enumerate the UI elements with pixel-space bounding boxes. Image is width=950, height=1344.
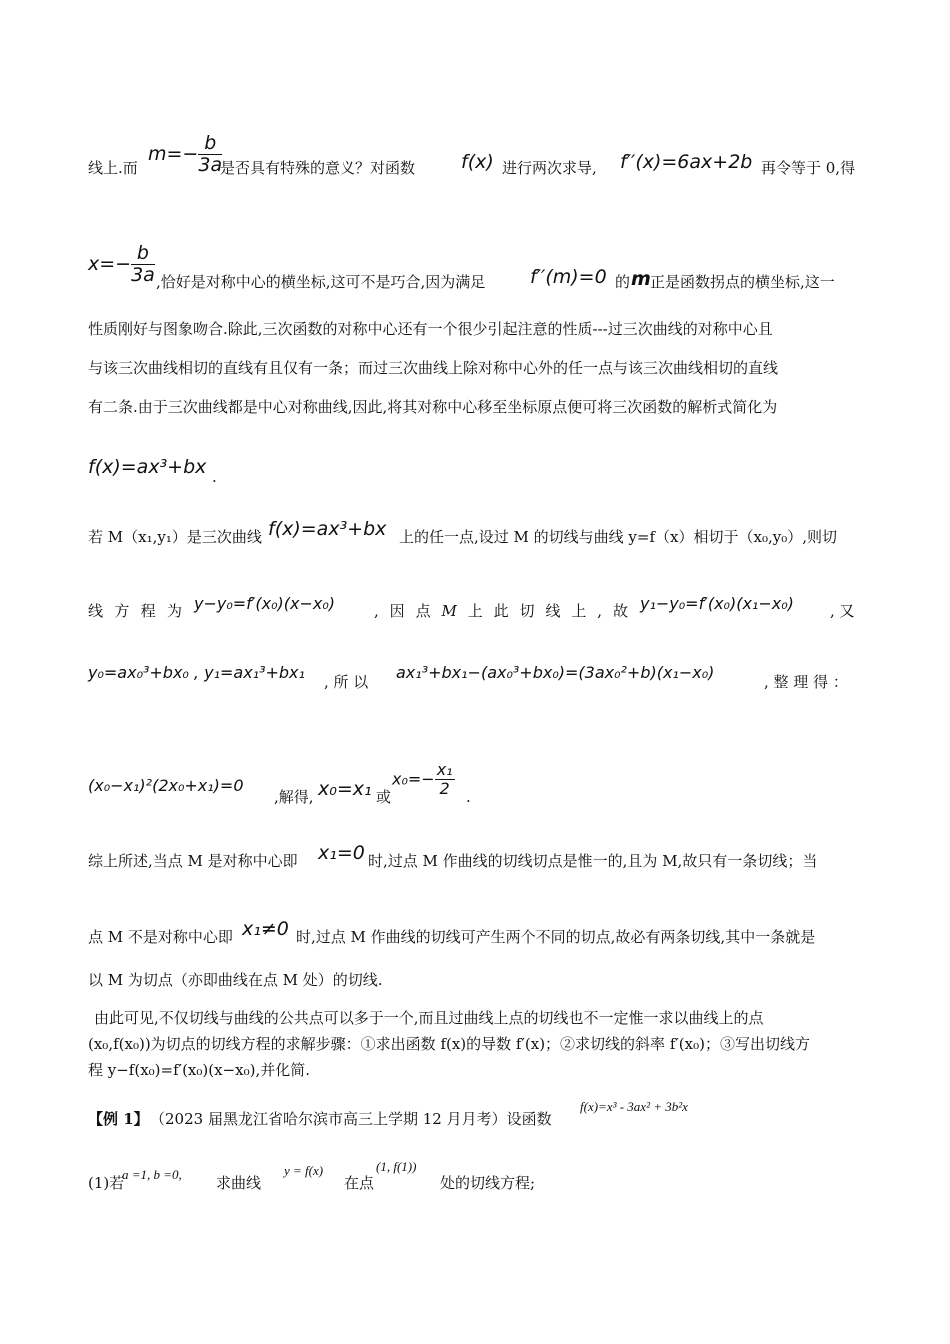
example-question-1 (88, 1160, 863, 1194)
example-heading (88, 1096, 863, 1130)
math: x₀=x₁ (318, 778, 372, 800)
math: x₀=− (392, 769, 435, 789)
para4-line2: (x₀,f(x₀))为切点的切线方程的求解步骤：①求出函数 f(x)的导数 f′(x)；②求切线的斜率 f′(x₀)；③写出切线方 (88, 1035, 810, 1053)
math: y−y₀=f′(x₀)(x−x₀) (194, 594, 336, 613)
text: 进行两次求导, (502, 159, 597, 177)
para2-line2 (88, 596, 863, 626)
word: 线 (545, 602, 561, 620)
math: y₀=ax₀³+bx₀ , y₁=ax₁³+bx₁ (88, 663, 305, 682)
text: 点 M 不是对称中心即 (88, 928, 233, 946)
para3-line2 (88, 918, 863, 952)
fraction-m (148, 134, 222, 175)
text: ,解得, (274, 788, 314, 806)
math: y = f(x) (284, 1163, 324, 1178)
word: , (374, 602, 379, 620)
text: 求曲线 (216, 1174, 262, 1192)
word: 程 (140, 602, 156, 620)
word: 切 (519, 602, 535, 620)
fraction-x1-over-2 (392, 762, 455, 797)
text: 是否具有特殊的意义？对函数 (220, 159, 416, 177)
text: 综上所述,当点 M 是对称中心即 (88, 852, 298, 870)
para4-line1: 由此可见,不仅切线与曲线的公共点可以多于一个,而且过曲线上点的切线也不一定惟一求以曲线上的点 (94, 1009, 764, 1027)
math: y₁−y₀=f′(x₀)(x₁−x₀) (640, 594, 794, 613)
text: . (212, 468, 217, 486)
math: f(x) (461, 151, 494, 173)
numerator: b (131, 244, 155, 265)
math: f(x)=x³ - 3ax² + 3b²x (580, 1099, 688, 1114)
text: 处的切线方程; (440, 1174, 536, 1192)
word: 为 (166, 602, 182, 620)
text: 或 (376, 788, 392, 806)
para4-line3: 程 y−f(x₀)=f′(x₀)(x−x₀),并化简. (88, 1061, 310, 1079)
denominator: 3a (131, 264, 155, 286)
text: 在点 (344, 1174, 375, 1192)
para2-line1 (88, 520, 863, 554)
math: x₁≠0 (242, 918, 289, 940)
numerator: x₁ (436, 760, 453, 779)
text: ,恰好是对称中心的横坐标,这可不是巧合,因为满足 (156, 273, 486, 291)
math: a =1, b =0, (122, 1167, 182, 1182)
para3-line3: 以 M 为切点（亦即曲线在点 M 处）的切线. (88, 971, 383, 989)
denominator: 2 (439, 779, 450, 798)
text: 上的任一点,设过 M 的切线与曲线 y=f（x）相切于（x₀,y₀）,则切 (399, 528, 837, 546)
math: x=− (88, 253, 132, 275)
text: 正是函数拐点的横坐标,这一 (650, 273, 835, 291)
text: 时,过点 M 作曲线的切线切点是惟一的,且为 M,故只有一条切线；当 (368, 852, 818, 870)
word: M (441, 602, 457, 620)
word: 因 (389, 602, 405, 620)
para1-line6 (88, 458, 863, 488)
word: 上 (467, 602, 483, 620)
para1-line3: 性质刚好与图象吻合.除此,三次函数的对称中心还有一个很少引起注意的性质---过三次曲线的对称中心且 (88, 320, 773, 338)
word: 上 (571, 602, 587, 620)
math: ax₁³+bx₁−(ax₀³+bx₀)=(3ax₀²+b)(x₁−x₀) (396, 663, 715, 682)
text: 时,过点 M 作曲线的切线可产生两个不同的切点,故必有两条切线,其中一条就是 (296, 928, 816, 946)
word: 方 (114, 602, 130, 620)
math: (x₀−x₁)²(2x₀+x₁)=0 (88, 776, 244, 795)
math: f′′(m)=0 (530, 266, 607, 288)
denominator: 3a (198, 154, 223, 176)
text-spread (374, 604, 628, 619)
para1-line1 (88, 128, 863, 178)
para2-line3 (88, 665, 863, 695)
fraction-x (88, 244, 155, 285)
math: x₁=0 (318, 842, 365, 864)
para1-line2 (88, 238, 863, 294)
example-tag: 【例 1】 (88, 1110, 149, 1128)
math: m (631, 268, 651, 290)
math: m=− (148, 143, 199, 165)
para3-line1 (88, 842, 863, 876)
numerator: b (198, 134, 222, 155)
text: . (466, 788, 471, 806)
text: （2023 届黑龙江省哈尔滨市高三上学期 12 月月考）设函数 (150, 1110, 552, 1128)
word: , (597, 602, 603, 620)
text: , 整 理 得 ： (764, 673, 848, 691)
para2-line4 (88, 760, 863, 810)
text: , 又 (830, 602, 855, 620)
math: f(x)=ax³+bx (268, 518, 387, 540)
text: 的 (615, 273, 631, 291)
math: f′′(x)=6ax+2b (620, 151, 753, 173)
word: 线 (88, 602, 104, 620)
text: , 所 以 (324, 673, 369, 691)
math: f(x)=ax³+bx (88, 456, 207, 478)
word: 点 (415, 602, 431, 620)
math: (1, f(1)) (376, 1159, 417, 1174)
text: 线上.而 (88, 159, 138, 177)
text: 再令等于 0,得 (761, 159, 856, 177)
para1-line4: 与该三次曲线相切的直线有且仅有一条；而过三次曲线上除对称中心外的任一点与该三次曲线相切的直线 (88, 359, 779, 377)
text: 若 M（x₁,y₁）是三次曲线 (88, 528, 262, 546)
para1-line5: 有二条.由于三次曲线都是中心对称曲线,因此,将其对称中心移至坐标原点便可将三次函数的解析式简化为 (88, 398, 778, 416)
word: 故 (612, 602, 628, 620)
text: (1)若 (88, 1174, 125, 1192)
text-spread (88, 604, 182, 619)
word: 此 (493, 602, 509, 620)
